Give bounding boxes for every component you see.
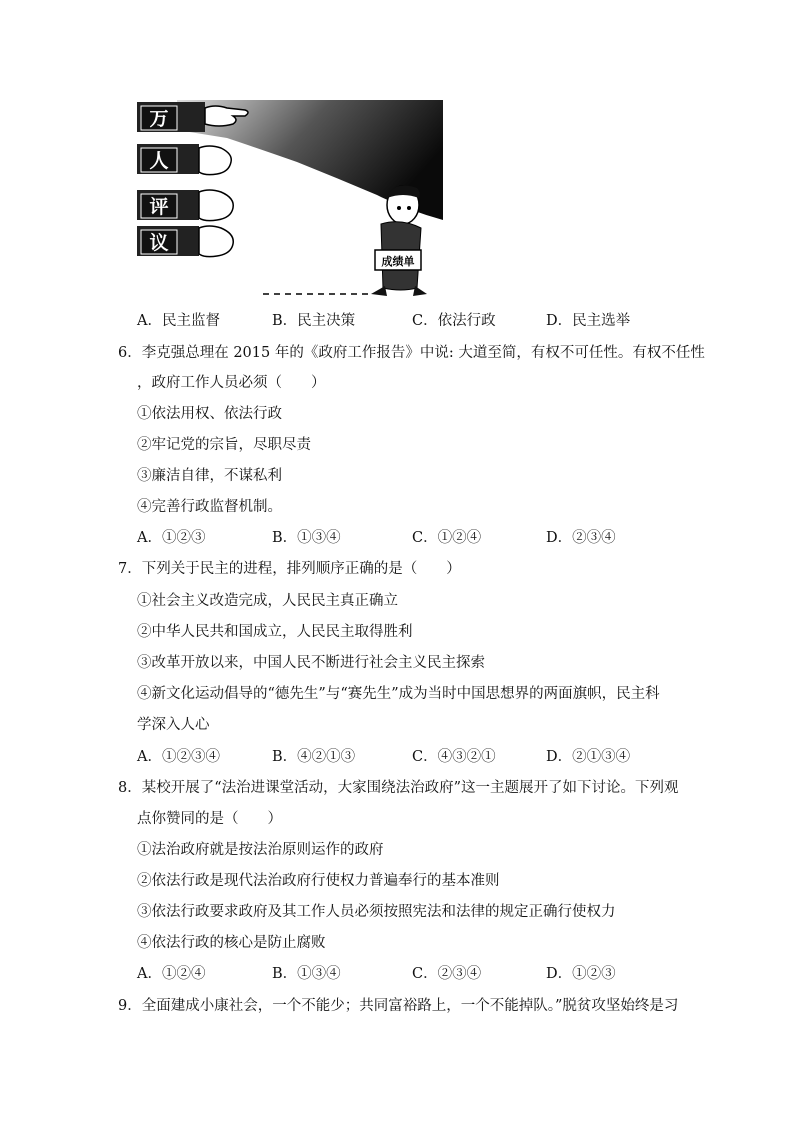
q8-item-4: ④依法行政的核心是防止腐败 bbox=[137, 935, 326, 951]
q5-option-d[interactable]: D．民主选举 bbox=[546, 313, 631, 329]
q7-stem-line1: 7．下列关于民主的进程，排列顺序正确的是（ ） bbox=[118, 561, 461, 577]
q8-item-1: ①法治政府就是按法治原则运作的政府 bbox=[137, 842, 384, 858]
q9-stem-line1: 9．全面建成小康社会，一个不能少；共同富裕路上，一个不能掉队。”脱贫攻坚始终是习 bbox=[118, 998, 679, 1014]
q8-item-2: ②依法行政是现代法治政府行使权力普遍奉行的基本准则 bbox=[137, 873, 500, 889]
official-figure bbox=[371, 186, 427, 296]
q6-item-1: ①依法用权、依法行政 bbox=[137, 406, 282, 422]
cartoon-char-2: 人 bbox=[149, 150, 169, 172]
q6-option-c[interactable]: C．①②④ bbox=[412, 530, 482, 546]
q5-option-b[interactable]: B．民主决策 bbox=[272, 313, 356, 329]
q7-option-c[interactable]: C．④③②① bbox=[412, 749, 496, 765]
q8-stem-line2: 点你赞同的是（ ） bbox=[137, 811, 282, 827]
q7-item-1: ①社会主义改造完成，人民民主真正确立 bbox=[137, 593, 398, 609]
cartoon-char-3: 评 bbox=[149, 196, 169, 218]
q6-item-2: ②牢记党的宗旨，尽职尽责 bbox=[137, 437, 311, 453]
q8-stem-line1: 8．某校开展了“法治进课堂活动，大家围绕法治政府”这一主题展开了如下讨论。下列观 bbox=[118, 780, 679, 796]
q6-stem-line1: 6．李克强总理在 2015 年的《政府工作报告》中说: 大道至简，有权不可任性。有权不任性 bbox=[118, 345, 705, 361]
q8-item-3: ③依法行政要求政府及其工作人员必须按照宪法和法律的规定正确行使权力 bbox=[137, 904, 616, 920]
cartoon-char-4: 议 bbox=[149, 232, 169, 254]
cartoon-illustration bbox=[137, 100, 443, 298]
q7-option-b[interactable]: B．④②①③ bbox=[272, 749, 356, 765]
q6-option-b[interactable]: B．①③④ bbox=[272, 530, 341, 546]
q6-stem-line2: ，政府工作人员必须（ ） bbox=[137, 375, 326, 391]
q7-option-a[interactable]: A．①②③④ bbox=[137, 749, 220, 765]
q8-option-a[interactable]: A．①②④ bbox=[137, 966, 206, 982]
q8-option-d[interactable]: D．①②③ bbox=[546, 966, 616, 982]
q6-item-3: ③廉洁自律，不谋私利 bbox=[137, 468, 282, 484]
q7-item-4: ④新文化运动倡导的“德先生”与“赛先生”成为当时中国思想界的两面旗帜，民主科 bbox=[137, 686, 660, 702]
q5-option-c[interactable]: C．依法行政 bbox=[412, 313, 496, 329]
q8-option-c[interactable]: C．②③④ bbox=[412, 966, 482, 982]
q6-item-4: ④完善行政监督机制。 bbox=[137, 499, 282, 515]
q7-option-d[interactable]: D．②①③④ bbox=[546, 749, 631, 765]
q6-option-a[interactable]: A．①②③ bbox=[137, 530, 206, 546]
q7-item-4-cont: 学深入人心 bbox=[137, 717, 210, 733]
q7-item-3: ③改革开放以来，中国人民不断进行社会主义民主探索 bbox=[137, 655, 485, 671]
cartoon-char-1: 万 bbox=[149, 108, 169, 130]
q8-option-b[interactable]: B．①③④ bbox=[272, 966, 341, 982]
q5-option-a[interactable]: A．民主监督 bbox=[137, 313, 220, 329]
q7-item-2: ②中华人民共和国成立，人民民主取得胜利 bbox=[137, 624, 413, 640]
report-card-label: 成绩单 bbox=[381, 255, 415, 268]
q6-option-d[interactable]: D．②③④ bbox=[546, 530, 616, 546]
